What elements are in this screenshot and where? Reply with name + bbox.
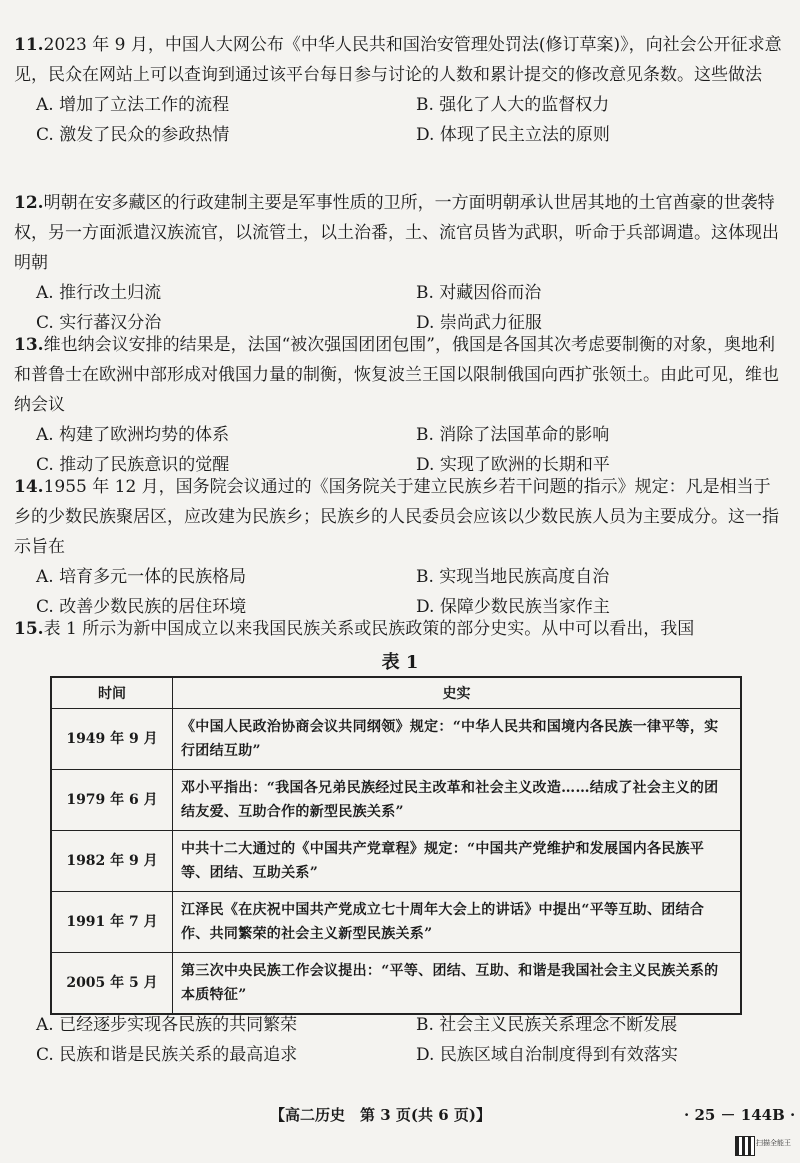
question-number: 15. <box>14 619 44 639</box>
option-a[interactable]: A. 增加了立法工作的流程 <box>36 95 230 115</box>
row-fact: 邓小平指出：“我国各兄弟民族经过民主改革和社会主义改造……结成了社会主义的团结友爱、互助合作的新型民族关系” <box>173 770 742 831</box>
option-c[interactable]: C. 实行蕃汉分治 <box>36 313 162 333</box>
option-d[interactable]: D. 崇尚武力征服 <box>416 313 542 333</box>
table-row <box>51 831 741 892</box>
row-time: 1979 年 6 月 <box>51 770 173 831</box>
question-stem: 1955 年 12 月，国务院会议通过的《国务院关于建立民族乡若干问题的指示》规定：凡是相当于乡的少数民族聚居区，应改建为民族乡；民族乡的人民委员会应该以少数民族人员为主要成分。这一指示旨在 <box>14 477 779 557</box>
option-list <box>36 1010 786 1070</box>
table-row <box>51 953 741 1015</box>
option-b[interactable]: B. 对藏因俗而治 <box>416 283 542 303</box>
table-caption: 表 1 <box>381 652 419 673</box>
exam-code: · 25 － 144B · <box>684 1106 796 1124</box>
table-row <box>51 709 741 770</box>
option-list <box>36 90 786 150</box>
option-a[interactable]: A. 已经逐步实现各民族的共同繁荣 <box>36 1015 298 1035</box>
option-b[interactable]: B. 强化了人大的监督权力 <box>416 95 610 115</box>
header-fact: 史实 <box>173 677 742 709</box>
row-time: 1949 年 9 月 <box>51 709 173 770</box>
scanner-logo-icon <box>735 1136 755 1156</box>
page-number-label: 【高二历史 第 3 页(共 6 页)】 <box>270 1106 491 1124</box>
table-row <box>51 770 741 831</box>
watermark-text: 扫描全能王 <box>756 1139 791 1147</box>
row-fact: 第三次中央民族工作会议提出：“平等、团结、互助、和谐是我国社会主义民族关系的本质特征” <box>173 953 742 1015</box>
page-footer <box>0 1100 800 1130</box>
row-time: 1991 年 7 月 <box>51 892 173 953</box>
question-number: 13. <box>14 335 44 355</box>
option-a[interactable]: A. 培育多元一体的民族格局 <box>36 567 247 587</box>
table-header-row <box>51 677 741 709</box>
option-a[interactable]: A. 构建了欧洲均势的体系 <box>36 425 230 445</box>
option-a[interactable]: A. 推行改土归流 <box>36 283 162 303</box>
question-number: 11. <box>14 35 44 55</box>
table-row <box>51 892 741 953</box>
history-table <box>50 676 742 1015</box>
row-fact: 《中国人民政治协商会议共同纲领》规定：“中华人民共和国境内各民族一律平等，实行团结互助” <box>173 709 742 770</box>
question-number: 14. <box>14 477 44 497</box>
row-time: 1982 年 9 月 <box>51 831 173 892</box>
option-b[interactable]: B. 消除了法国革命的影响 <box>416 425 610 445</box>
option-d[interactable]: D. 保障少数民族当家作主 <box>416 597 610 617</box>
question-12 <box>14 188 786 338</box>
row-time: 2005 年 5 月 <box>51 953 173 1015</box>
question-stem: 表 1 所示为新中国成立以来我国民族关系或民族政策的部分史实。从中可以看出，我国 <box>43 619 695 639</box>
question-11 <box>14 30 786 150</box>
option-d[interactable]: D. 实现了欧洲的长期和平 <box>416 455 610 475</box>
option-b[interactable]: B. 社会主义民族关系理念不断发展 <box>416 1015 678 1035</box>
option-list <box>36 562 786 622</box>
option-c[interactable]: C. 激发了民众的参政热情 <box>36 125 230 145</box>
question-13 <box>14 330 786 480</box>
question-stem: 2023 年 9 月，中国人大网公布《中华人民共和国治安管理处罚法(修订草案)》，向社会公开征求意见，民众在网站上可以查询到通过该平台每日参与讨论的人数和累计提交的修改意见条数。这些做法 <box>14 35 782 85</box>
option-d[interactable]: D. 体现了民主立法的原则 <box>416 125 610 145</box>
question-15-options <box>14 1010 786 1070</box>
option-d[interactable]: D. 民族区域自治制度得到有效落实 <box>416 1045 678 1065</box>
question-stem: 明朝在安多藏区的行政建制主要是军事性质的卫所，一方面明朝承认世居其地的土官酋豪的世袭特权，另一方面派遣汉族流官，以流管土，以土治番，土、流官员皆为武职，听命于兵部调遣。这体现出明朝 <box>14 193 779 273</box>
question-14 <box>14 472 786 622</box>
question-15 <box>14 614 786 644</box>
header-time: 时间 <box>51 677 173 709</box>
row-fact: 江泽民《在庆祝中国共产党成立七十周年大会上的讲话》中提出“平等互助、团结合作、共同繁荣的社会主义新型民族关系” <box>173 892 742 953</box>
option-c[interactable]: C. 民族和谐是民族关系的最高追求 <box>36 1045 298 1065</box>
option-c[interactable]: C. 改善少数民族的居住环境 <box>36 597 247 617</box>
row-fact: 中共十二大通过的《中国共产党章程》规定：“中国共产党维护和发展国内各民族平等、团结、互助关系” <box>173 831 742 892</box>
option-c[interactable]: C. 推动了民族意识的觉醒 <box>36 455 230 475</box>
option-list <box>36 278 786 338</box>
question-stem: 维也纳会议安排的结果是，法国“被次强国团团包围”，俄国是各国其次考虑要制衡的对象，奥地利和普鲁士在欧洲中部形成对俄国力量的制衡，恢复波兰王国以限制俄国向西扩张领土。由此可见，维也纳会议 <box>14 335 779 415</box>
question-number: 12. <box>14 193 44 213</box>
option-b[interactable]: B. 实现当地民族高度自治 <box>416 567 610 587</box>
option-list <box>36 420 786 480</box>
